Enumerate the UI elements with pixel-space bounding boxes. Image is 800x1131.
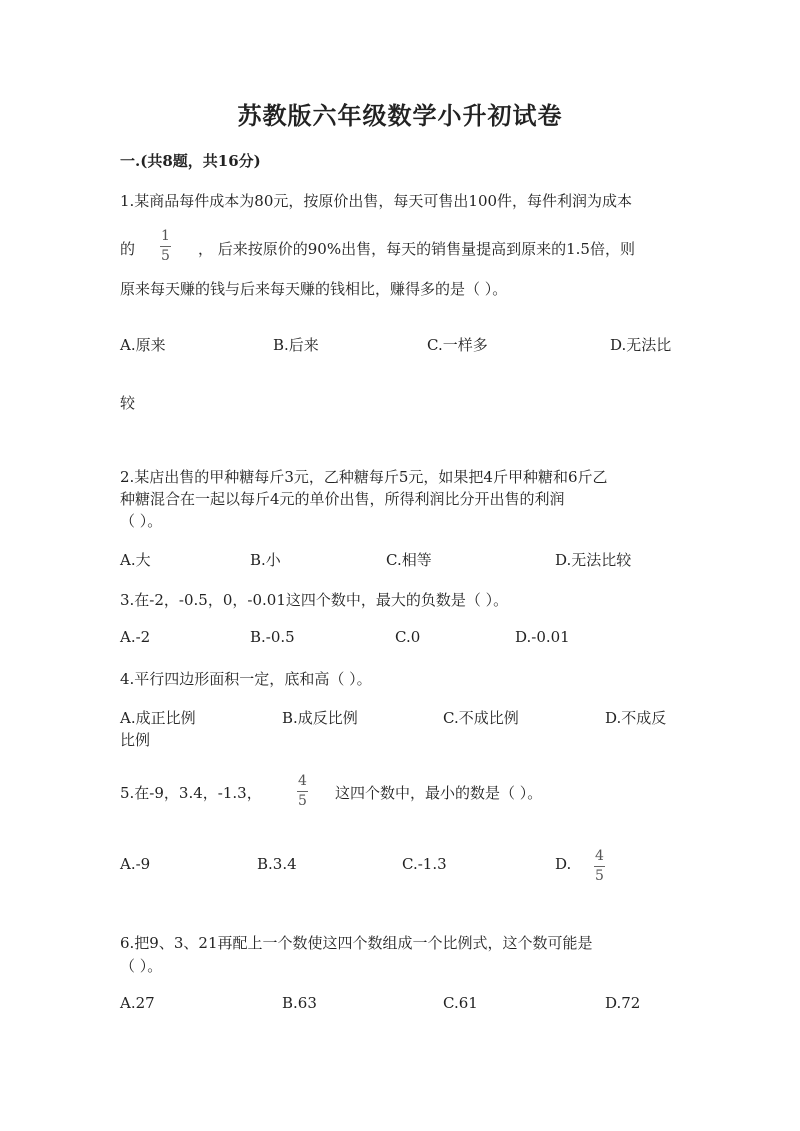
question-6-option-d: D.72 (605, 994, 641, 1012)
question-2-option-d: D.无法比较 (555, 551, 632, 569)
question-1-fraction (160, 228, 171, 265)
question-1-line-3: 原来每天赚的钱与后来每天赚的钱相比，赚得多的是（ ）。 (120, 280, 508, 298)
fraction-bar (297, 791, 308, 792)
question-4-option-b: B.成反比例 (282, 709, 358, 727)
question-1-option-c: C.一样多 (427, 336, 488, 354)
fraction-numerator: 4 (595, 848, 604, 864)
question-3-line-1: 3.在-2，-0.5，0，-0.01这四个数中，最大的负数是（ ）。 (120, 591, 509, 609)
fraction-denominator: 5 (298, 793, 307, 809)
question-1-option-b: B.后来 (273, 336, 319, 354)
question-4-line-1: 4.平行四边形面积一定，底和高（ ）。 (120, 670, 372, 688)
question-6-option-c: C.61 (443, 994, 478, 1012)
question-5-option-c: C.-1.3 (402, 855, 447, 873)
question-3-option-b: B.-0.5 (250, 628, 295, 646)
question-1-line-1: 1.某商品每件成本为80元，按原价出售，每天可售出100件，每件利润为成本 (120, 192, 633, 210)
question-2-line-3: （ ）。 (120, 512, 163, 530)
question-2-option-b: B.小 (250, 551, 281, 569)
question-3-option-a: A.-2 (120, 628, 151, 646)
question-5-option-d: D. (555, 855, 572, 873)
question-6-option-a: A.27 (120, 994, 155, 1012)
question-1-line-2-end: ， 后来按原价的90%出售，每天的销售量提高到原来的1.5倍，则 (198, 240, 635, 258)
question-4-option-d-wrap: 比例 (120, 731, 151, 749)
fraction-bar (594, 866, 605, 867)
fraction-denominator: 5 (161, 248, 170, 264)
question-5-line-1-start: 5.在-9，3.4，-1.3， (120, 784, 262, 802)
question-5-fraction (297, 773, 308, 810)
question-2-line-1: 2.某店出售的甲种糖每斤3元，乙种糖每斤5元，如果把4斤甲种糖和6斤乙 (120, 468, 608, 486)
question-4-option-a: A.成正比例 (120, 709, 196, 727)
fraction-numerator: 1 (161, 228, 170, 244)
question-5-option-b: B.3.4 (257, 855, 297, 873)
fraction-numerator: 4 (298, 773, 307, 789)
question-4-option-c: C.不成比例 (443, 709, 519, 727)
question-1-option-a: A.原来 (120, 336, 166, 354)
question-6-option-b: B.63 (282, 994, 317, 1012)
question-2-option-a: A.大 (120, 551, 151, 569)
question-5-option-a: A.-9 (120, 855, 151, 873)
question-1-option-d: D.无法比 (610, 336, 672, 354)
question-1-line-2-start: 的 (120, 240, 136, 258)
question-1-option-d-wrap: 较 (120, 394, 136, 412)
fraction-denominator: 5 (595, 868, 604, 884)
question-4-option-d: D.不成反 (605, 709, 667, 727)
question-3-option-d: D.-0.01 (515, 628, 570, 646)
question-5-option-d-fraction (594, 848, 605, 885)
question-6-line-1: 6.把9、3、21再配上一个数使这四个数组成一个比例式，这个数可能是 (120, 934, 593, 952)
question-3-option-c: C.0 (395, 628, 421, 646)
page-title: 苏教版六年级数学小升初试卷 (237, 101, 563, 130)
question-6-line-2: （ ）。 (120, 957, 163, 975)
section-heading: 一.(共8题，共16分) (120, 152, 261, 170)
question-5-line-1-end: 这四个数中，最小的数是（ ）。 (335, 784, 543, 802)
fraction-bar (160, 246, 171, 247)
question-2-option-c: C.相等 (386, 551, 432, 569)
question-2-line-2: 种糖混合在一起以每斤4元的单价出售，所得利润比分开出售的利润 (120, 490, 565, 508)
